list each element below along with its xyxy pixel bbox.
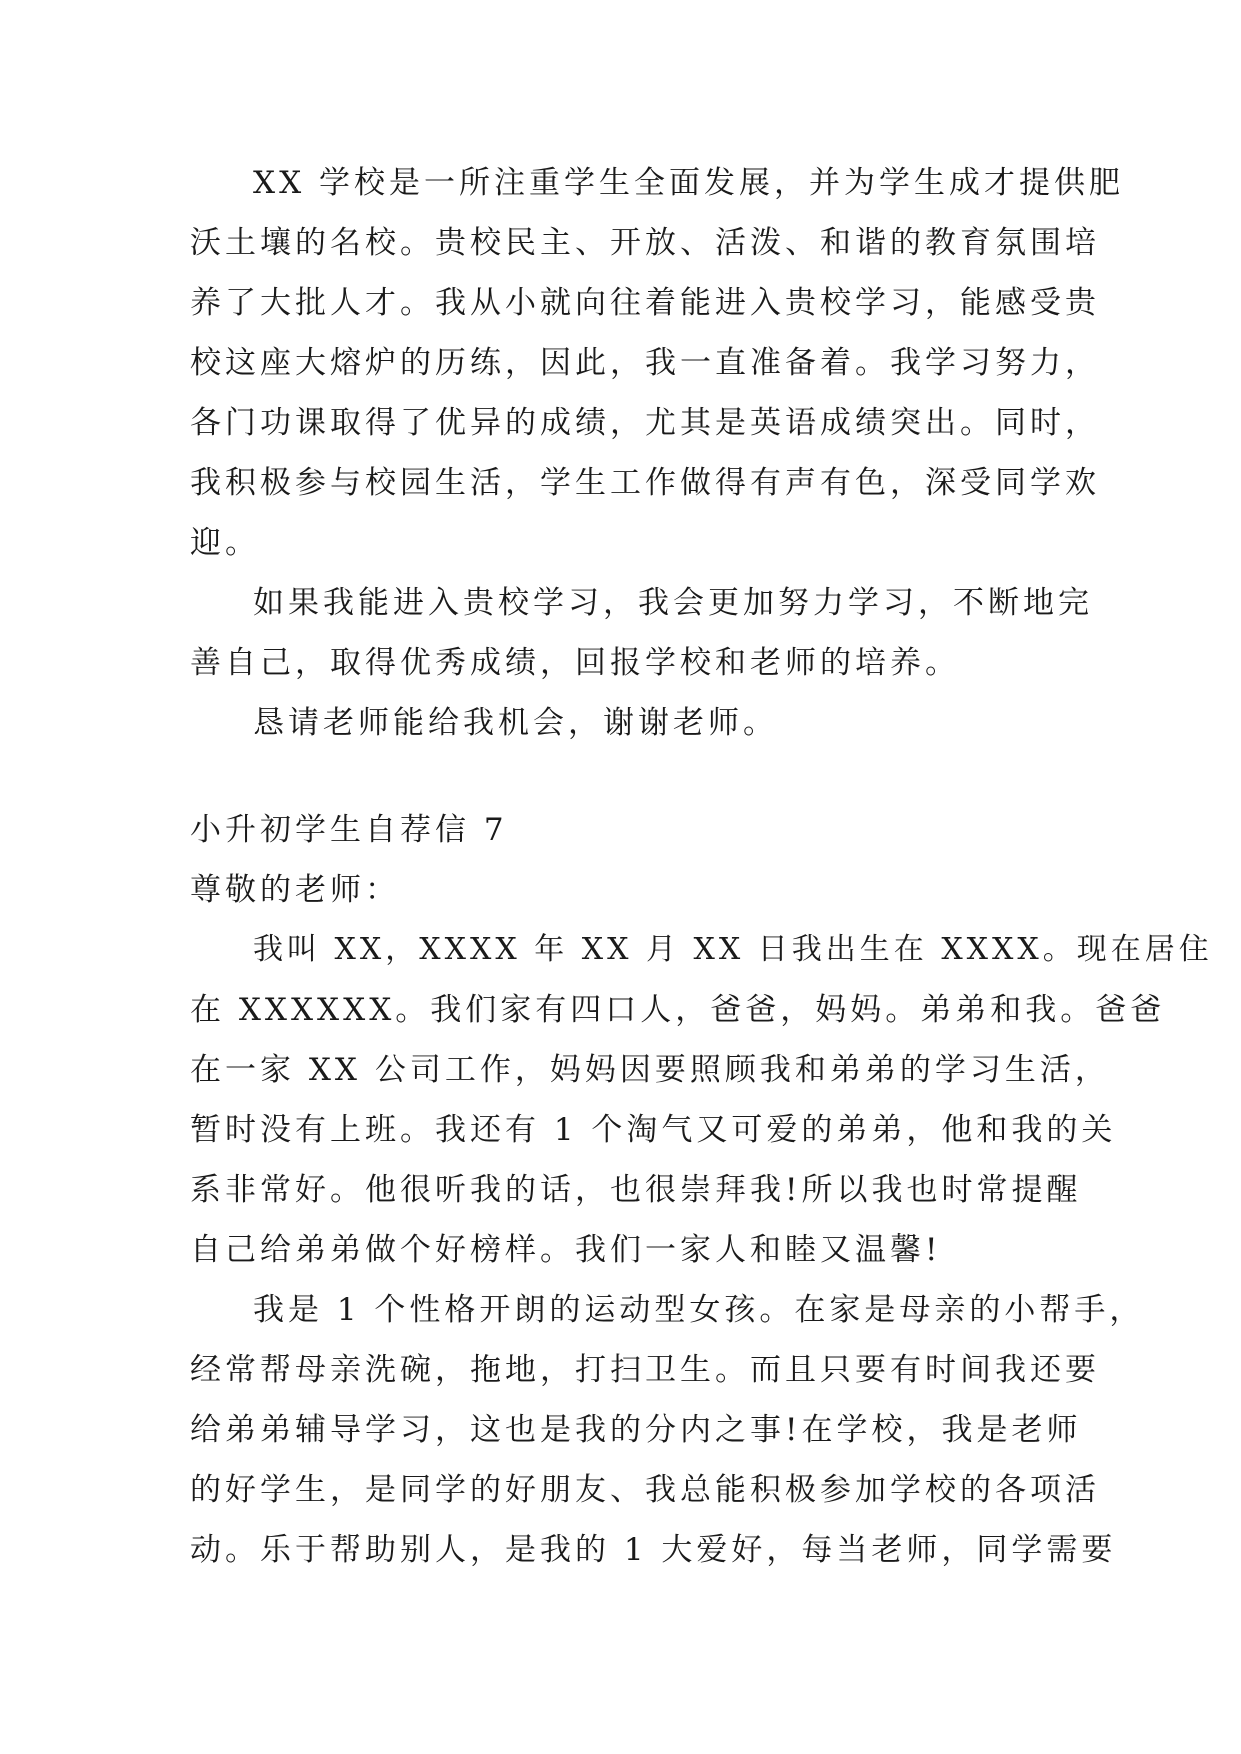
paragraph-line: 恳请老师能给我机会，谢谢老师。 [253, 705, 778, 741]
paragraph-line: 动。乐于帮助别人，是我的 1 大爱好，每当老师，同学需要 [190, 1532, 1117, 1568]
paragraph-line: 自己给弟弟做个好榜样。我们一家人和睦又温馨! [190, 1232, 942, 1268]
paragraph-line: 我叫 XX，XXXX 年 XX 月 XX 日我出生在 XXXX。现在居住 [253, 932, 1213, 967]
section-title: 小升初学生自荐信 7 [190, 812, 508, 848]
paragraph-line: 经常帮母亲洗碗，拖地，打扫卫生。而且只要有时间我还要 [190, 1352, 1100, 1388]
paragraph-line: 沃土壤的名校。贵校民主、开放、活泼、和谐的教育氛围培 [190, 225, 1100, 261]
paragraph-line: 暂时没有上班。我还有 1 个淘气又可爱的弟弟，他和我的关 [190, 1112, 1117, 1148]
paragraph-line: 我积极参与校园生活，学生工作做得有声有色，深受同学欢 [190, 465, 1100, 501]
paragraph-line: 养了大批人才。我从小就向往着能进入贵校学习，能感受贵 [190, 285, 1100, 321]
salutation: 尊敬的老师： [190, 872, 400, 908]
paragraph-line: XX 学校是一所注重学生全面发展，并为学生成才提供肥 [253, 165, 1124, 201]
paragraph-line: 善自己，取得优秀成绩，回报学校和老师的培养。 [190, 645, 960, 681]
paragraph-line: 在 XXXXXX。我们家有四口人，爸爸，妈妈。弟弟和我。爸爸 [190, 992, 1166, 1028]
paragraph-line: 系非常好。他很听我的话，也很崇拜我!所以我也时常提醒 [190, 1172, 1082, 1208]
paragraph-line: 迎。 [190, 525, 260, 561]
paragraph-line: 校这座大熔炉的历练，因此，我一直准备着。我学习努力， [190, 345, 1100, 381]
paragraph-line: 各门功课取得了优异的成绩，尤其是英语成绩突出。同时， [190, 405, 1100, 441]
paragraph-line: 给弟弟辅导学习，这也是我的分内之事!在学校，我是老师 [190, 1412, 1082, 1448]
paragraph-line: 在一家 XX 公司工作，妈妈因要照顾我和弟弟的学习生活， [190, 1052, 1110, 1088]
paragraph-line: 的好学生，是同学的好朋友、我总能积极参加学校的各项活 [190, 1472, 1100, 1508]
paragraph-line: 如果我能进入贵校学习，我会更加努力学习，不断地完 [253, 585, 1093, 621]
paragraph-line: 我是 1 个性格开朗的运动型女孩。在家是母亲的小帮手， [253, 1292, 1145, 1328]
